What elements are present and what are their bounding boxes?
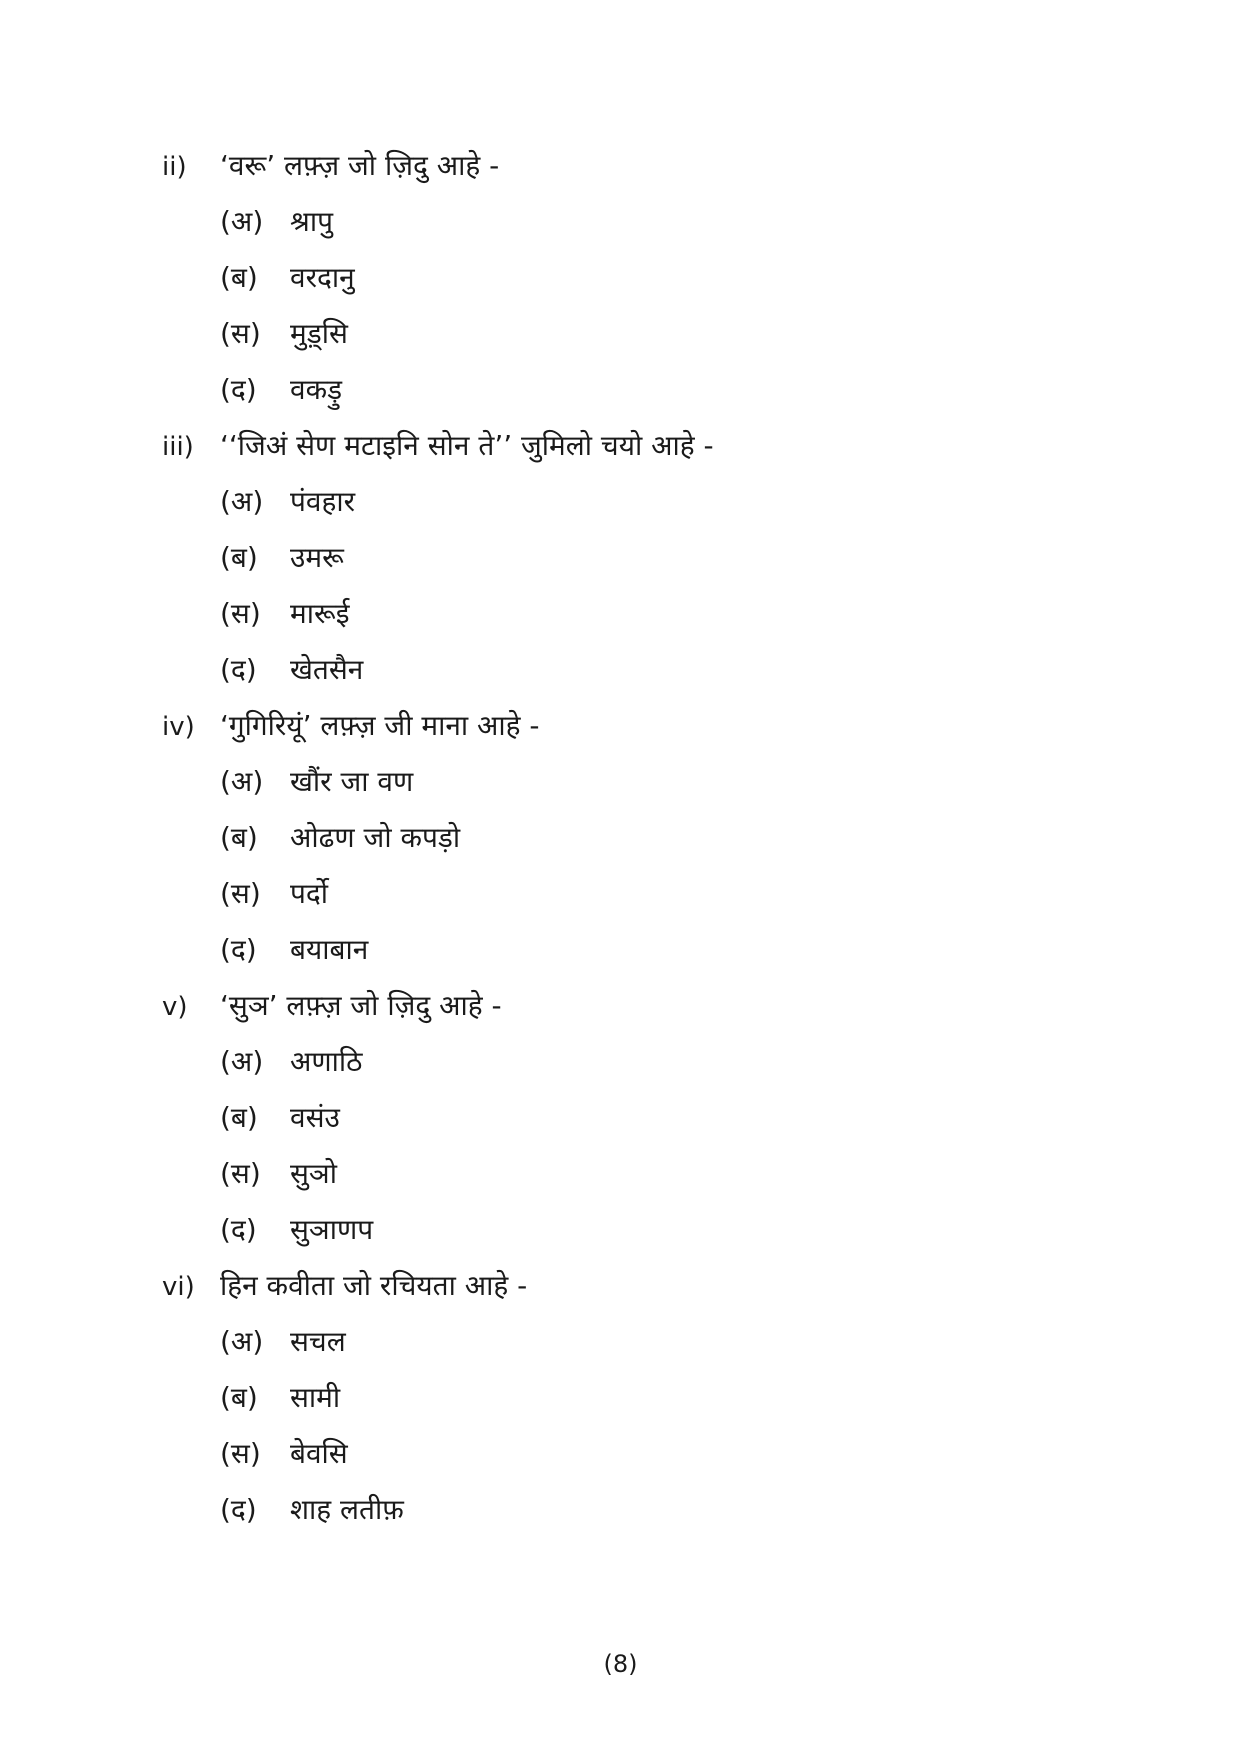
option-label: (द) [220,1493,257,1526]
option-label: (अ) [220,485,264,518]
question-iii [162,418,1162,698]
option-label: (ब) [220,541,258,574]
question-line [162,418,1162,474]
option-label: (ब) [220,261,258,294]
option-text: सुञो [290,1157,337,1190]
option-a [162,194,1162,250]
option-a [162,754,1162,810]
option-text: वसंउ [290,1101,340,1134]
option-text: पर्दो [290,877,329,910]
option-list [162,194,1162,418]
question-text: ‘‘जिअं सेण मटाइनि सोन ते’’ जुमिलो चयो आहे - [220,429,714,462]
option-list [162,474,1162,698]
option-b [162,810,1162,866]
option-text: सामी [290,1381,341,1414]
option-label: (ब) [220,1381,258,1414]
option-label: (स) [220,317,261,350]
option-label: (ब) [220,1101,258,1134]
option-label: (अ) [220,765,264,798]
option-label: (द) [220,653,257,686]
option-label: (द) [220,933,257,966]
option-text: उमरू [290,541,344,574]
option-text: खौंर जा वण [290,765,414,798]
question-text: ‘गुगिरियूं’ लफ़्ज़ जी माना आहे - [220,709,540,742]
question-line [162,1258,1162,1314]
option-d [162,922,1162,978]
option-text: वरदानु [290,261,355,294]
option-label: (स) [220,597,261,630]
option-text: सचल [290,1325,346,1358]
option-label: (अ) [220,205,264,238]
option-text: शाह लतीफ़ [290,1493,404,1526]
option-text: सुञाणप [290,1213,374,1246]
option-c [162,866,1162,922]
option-label: (द) [220,373,257,406]
option-label: (ब) [220,821,258,854]
option-a [162,1034,1162,1090]
question-line [162,978,1162,1034]
option-c [162,1146,1162,1202]
question-number: iv) [162,712,195,742]
option-list [162,1314,1162,1538]
option-c [162,586,1162,642]
option-text: ओढण जो कपड़ो [290,821,461,854]
page-number: (8) [603,1650,638,1678]
option-c [162,1426,1162,1482]
option-d [162,1202,1162,1258]
option-a [162,474,1162,530]
question-number: iii) [162,432,194,462]
option-a [162,1314,1162,1370]
option-d [162,642,1162,698]
option-d [162,1482,1162,1538]
question-number: v) [162,992,188,1022]
question-number: vi) [162,1272,195,1302]
question-list [162,138,1162,1538]
option-b [162,1370,1162,1426]
option-c [162,306,1162,362]
option-label: (स) [220,1157,261,1190]
option-b [162,1090,1162,1146]
option-b [162,250,1162,306]
option-text: पंवहार [290,485,356,518]
question-line [162,698,1162,754]
question-iv [162,698,1162,978]
option-text: खेतसैन [290,653,364,686]
option-label: (स) [220,1437,261,1470]
question-ii [162,138,1162,418]
option-text: वकड़ु [290,373,343,406]
question-v [162,978,1162,1258]
question-text: ‘सुञ’ लफ़्ज़ जो ज़िदु आहे - [220,989,502,1022]
option-list [162,1034,1162,1258]
option-label: (अ) [220,1325,264,1358]
option-label: (स) [220,877,261,910]
option-list [162,754,1162,978]
option-text: मुड़्सि [290,317,348,350]
option-text: मारूई [290,597,350,630]
option-label: (द) [220,1213,257,1246]
question-text: हिन कवीता जो रचियता आहे - [220,1269,528,1302]
option-text: बयाबान [290,933,369,966]
option-label: (अ) [220,1045,264,1078]
option-text: श्रापु [290,205,333,238]
option-d [162,362,1162,418]
question-text: ‘वरू’ लफ़्ज़ जो ज़िदु आहे - [220,149,500,182]
question-line [162,138,1162,194]
option-text: बेवसि [290,1437,348,1470]
option-text: अणाठि [290,1045,363,1078]
option-b [162,530,1162,586]
question-vi [162,1258,1162,1538]
question-number: ii) [162,152,187,182]
